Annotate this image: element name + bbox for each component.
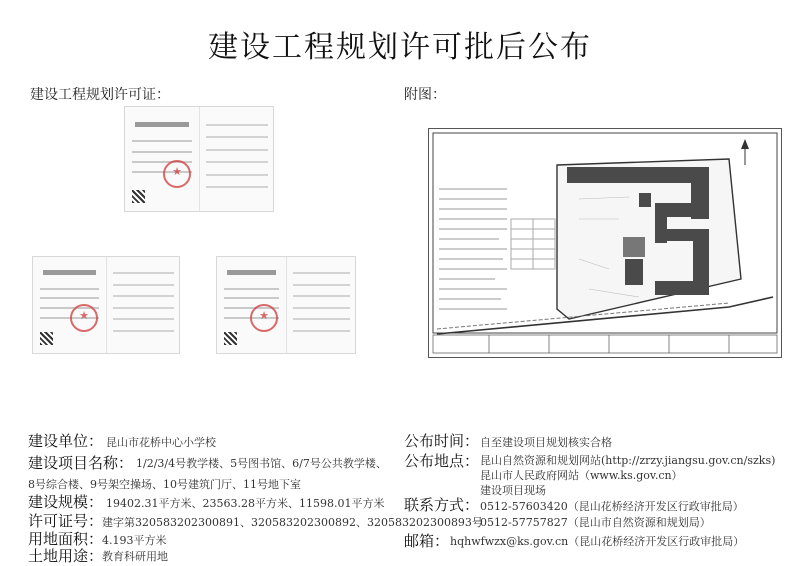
contact-phone-2: 0512-57757827（昆山市自然资源和规划局） — [480, 516, 711, 529]
unit-label: 建设单位： — [28, 432, 104, 450]
qr-code-icon — [40, 332, 53, 345]
official-seal-icon — [163, 160, 191, 188]
permit-right-page — [286, 257, 356, 353]
page-title: 建设工程规划许可批后公布 — [208, 30, 592, 65]
permit-image-2 — [32, 256, 180, 354]
permit-left-page — [33, 257, 106, 353]
permit-image-1 — [124, 106, 274, 212]
site-plan-drawing — [428, 128, 782, 358]
publish-place-label: 公布地点： — [404, 452, 480, 470]
land-use-label: 土地用途： — [28, 547, 104, 565]
permit-left-page — [217, 257, 286, 353]
project-name-value-2: 8号综合楼、9号架空操场、10号建筑门厅、11号地下室 — [28, 478, 301, 491]
land-use-value: 教育科研用地 — [102, 550, 168, 563]
email-label: 邮箱： — [404, 532, 450, 550]
plan-index-table — [511, 219, 555, 269]
contact-phone-1: 0512-57603420（昆山花桥经济开发区行政审批局） — [480, 500, 744, 513]
drawing-title-block — [433, 335, 777, 353]
publish-place-gov-site: 昆山市人民政府网站（www.ks.gov.cn） — [480, 469, 683, 482]
email-value: hqhwfwzx@ks.gov.cn（昆山花桥经济开发区行政审批局） — [450, 535, 745, 548]
qr-code-icon — [224, 332, 237, 345]
official-seal-icon — [70, 304, 98, 332]
publish-time-value: 自至建设项目规划核实合格 — [480, 436, 612, 449]
plan-notes — [439, 189, 507, 309]
site-plan-svg — [429, 129, 781, 357]
scale-value: 19402.31平方米、23563.28平方米、11598.01平方米 — [106, 497, 385, 510]
official-seal-icon — [250, 304, 278, 332]
unit-value: 昆山市花桥中心小学校 — [106, 436, 216, 449]
qr-code-icon — [132, 190, 145, 203]
permit-image-3 — [216, 256, 356, 354]
permit-right-page — [199, 107, 274, 211]
attachment-section-heading: 附图： — [404, 87, 446, 103]
permit-section-heading: 建设工程规划许可证： — [30, 87, 170, 103]
permit-number-label: 许可证号： — [28, 512, 104, 530]
permit-left-page — [125, 107, 199, 211]
publish-place-site: 建设项目现场 — [480, 484, 546, 497]
land-area-value: 4.193平方米 — [102, 534, 167, 547]
scale-label: 建设规模： — [28, 493, 104, 511]
permit-right-page — [106, 257, 180, 353]
project-name-value-1: 1/2/3/4号教学楼、5号图书馆、6/7号公共教学楼、 — [136, 457, 387, 470]
north-arrow-icon — [741, 139, 749, 165]
contact-label: 联系方式： — [404, 496, 480, 514]
permit-number-value: 建字第320583202300891、320583202300892、320583202300893号 — [102, 516, 483, 529]
publish-place-website: 昆山自然资源和规划网站(http://zrzy.jiangsu.gov.cn/szks) — [480, 454, 776, 467]
publish-time-label: 公布时间： — [404, 432, 480, 450]
land-area-label: 用地面积： — [28, 530, 104, 548]
project-name-label: 建设项目名称： — [28, 454, 134, 472]
